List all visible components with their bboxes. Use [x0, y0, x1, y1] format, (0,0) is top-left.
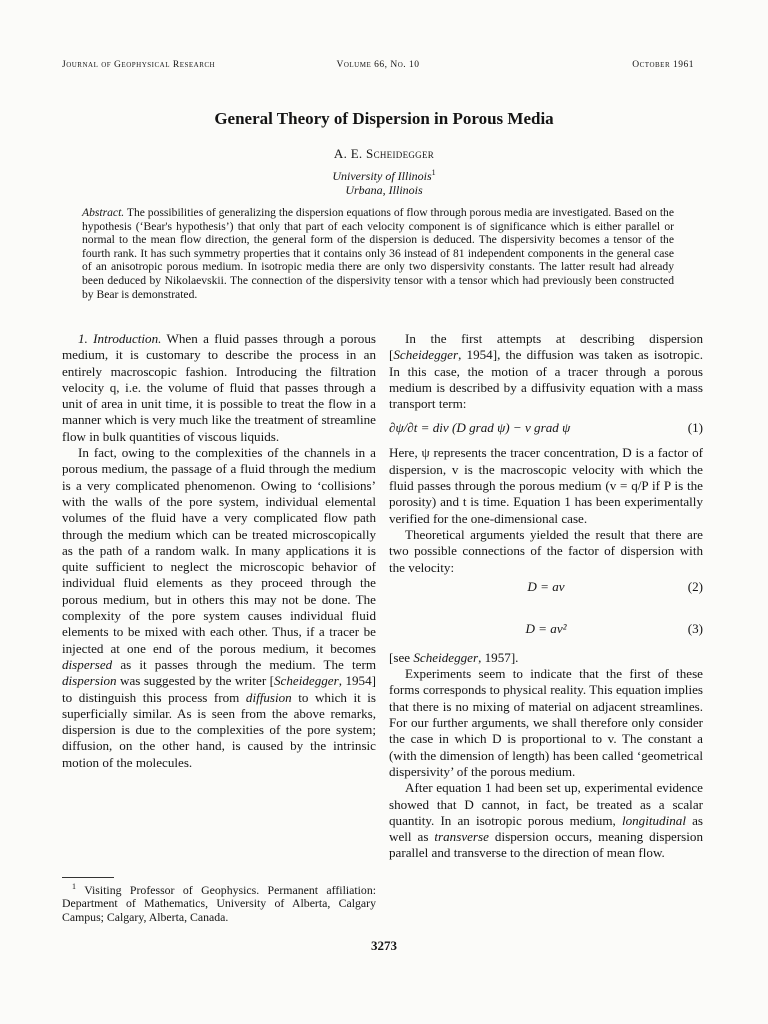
right-paragraph-2: Here, ψ represents the tracer concentration, D is a factor of dispersion, v is the macroscopic velocity with which the fluid passes through the porous medium (v = q/P if P is the porosity) and t is time. Equation 1 has been experimentally verified for the one-dimensional case.	[389, 445, 703, 526]
paper-title: General Theory of Dispersion in Porous Media	[214, 109, 554, 128]
running-head	[62, 60, 694, 74]
r-p6-text-b: as well as	[389, 812, 703, 845]
equation-1	[389, 412, 703, 445]
p2-text-b: as it passes through the medium. The term	[112, 656, 376, 672]
equation-3-expression: D = av²	[525, 620, 567, 636]
r-p4-text-a: [see	[389, 649, 414, 665]
footnote	[62, 880, 376, 924]
right-paragraph-4	[389, 650, 703, 666]
author-initials: A. E.	[333, 146, 367, 161]
footnote-text: Visiting Professor of Geophysics. Permanent affiliation: Department of Mathematics, University of Alberta, Calgary Campus; Calgary, Alberta, Canada.	[62, 882, 376, 924]
affiliation	[0, 166, 768, 197]
footnote-rule	[62, 877, 114, 878]
r-p1-text-a: In the first attempts at describing dispersion [	[389, 331, 703, 363]
right-paragraph-3: Theoretical arguments yielded the result that there are two possible connections of the factor of dispersion with the velocity:	[389, 526, 703, 575]
equation-2-expression: D = av	[527, 578, 565, 594]
footnote-mark: 1	[72, 882, 76, 891]
term-diffusion: diffusion	[245, 689, 292, 705]
affiliation-city: Urbana, Illinois	[345, 183, 423, 197]
intro-paragraph-2	[62, 445, 376, 771]
right-paragraph-6	[389, 780, 703, 861]
citation: Scheidegger	[393, 347, 459, 363]
p2-text-e: to which it is superficially similar. As is seen from the above remarks, dispersion is due to the complexities of the pore system; diffusion, on the other hand, is caused by the intrinsic motion of the molecules.	[62, 689, 376, 770]
term-dispersed: dispersed	[62, 656, 113, 672]
equation-1-number: (1)	[687, 420, 703, 436]
author-name	[0, 146, 768, 162]
issue-date: October 1961	[632, 60, 694, 70]
right-paragraph-1	[389, 331, 703, 412]
page-number: 3273	[371, 938, 397, 953]
citation: Scheidegger	[413, 649, 479, 665]
affiliation-footnote-mark: 1	[431, 168, 436, 177]
r-p6-text-a: After equation 1 had been set up, experimental evidence showed that D cannot, in fact, be treated as a scalar quantity. In an isotropic porous medium,	[389, 780, 703, 828]
author-surname: Scheidegger	[366, 146, 435, 161]
abstract-text: The possibilities of generalizing the dispersion equations of flow through porous media are investigated. Based on the hypothesis (‘Bear's hypothesis’) that only that part of each velocity component is of significance which is either parallel or normal to the mean flow direction, the general form of the dispersion is deduced. The dispersivity becomes a tensor of the fourth rank. It has such symmetry properties that it contains only 36 instead of 81 independent components in the general case of an anisotropic porous medium. In isotropic media there are only two dispersivity constants. The latter result had already been deduced by Nikolaevskii. The connection of the dispersivity tensor with a tensor which had previously been constructed by Bear is demonstrated.	[82, 206, 674, 301]
intro-paragraph-1	[62, 331, 376, 445]
r-p6-text-c: dispersion occurs, meaning dispersion parallel and transverse to the direction of mean flow.	[389, 829, 704, 861]
affiliation-institution: University of Illinois	[332, 169, 432, 183]
citation: Scheidegger	[274, 673, 339, 689]
intro-paragraph-1-text: When a fluid passes through a porous medium, it is customary to describe the process in an entirely macroscopic fashion. Introducing the filtration velocity q, i.e. the volume of fluid that passes through a unit of area in unit time, it is possible to treat the flow in a manner which is very much like the treatment of streamline flow in bulk quantities of viscous liquids.	[62, 331, 377, 444]
term-transverse: transverse	[434, 829, 489, 845]
equation-1-expression: ∂ψ/∂t = div (D grad ψ) − v grad ψ	[389, 420, 571, 436]
p2-text-a: In fact, owing to the complexities of the channels in a porous medium, the passage of a fluid through the medium is a very complicated phenomenon. Owing to ‘collisions’ with the walls of the pore system, individual elemental volumes of the fluid have a very complicated flow path through the medium which can be treated microscopically as the path of a random walk. In many applications it is quite sufficient to neglect the microscopic behavior of individual fluid elements as they proceed through the porous medium, but in others this may not be done. The complexity of the pore system causes individual fluid elements to be mixed with each other. Thus, if a tracer be injected at one end of the porous medium, it becomes	[62, 445, 376, 656]
term-longitudinal: longitudinal	[621, 812, 686, 828]
right-paragraph-5: Experiments seem to indicate that the first of these forms corresponds to physical reality. This equation implies that there is no mixing of material on adjacent streamlines. For our further arguments, we shall therefore only consider the case in which D is proportional to v. The constant a (with the dimension of length) has been called ‘geometrical dispersivity’ of the porous medium.	[389, 666, 703, 779]
equation-2-number: (2)	[687, 578, 703, 594]
r-p4-text-b: , 1957].	[478, 649, 519, 665]
equation-2	[389, 576, 703, 600]
p2-text-c: was suggested by the writer [	[116, 673, 274, 689]
abstract	[82, 206, 674, 301]
left-column	[62, 331, 376, 771]
term-dispersion: dispersion	[62, 673, 117, 689]
section-heading: 1. Introduction.	[78, 331, 162, 346]
equation-3	[389, 600, 703, 650]
volume-issue: Volume 66, No. 10	[336, 60, 420, 70]
r-p1-text-b: , 1954], the diffusion was taken as isotropic. In this case, the motion of a tracer through a porous medium is described by a diffusivity equation with a mass transport term:	[389, 347, 703, 412]
journal-name: Journal of Geophysical Research	[62, 60, 216, 70]
right-column	[389, 331, 703, 862]
equation-3-number: (3)	[687, 620, 703, 636]
p2-text-d: , 1954] to distinguish this process from	[62, 673, 376, 705]
abstract-label: Abstract.	[82, 206, 125, 219]
